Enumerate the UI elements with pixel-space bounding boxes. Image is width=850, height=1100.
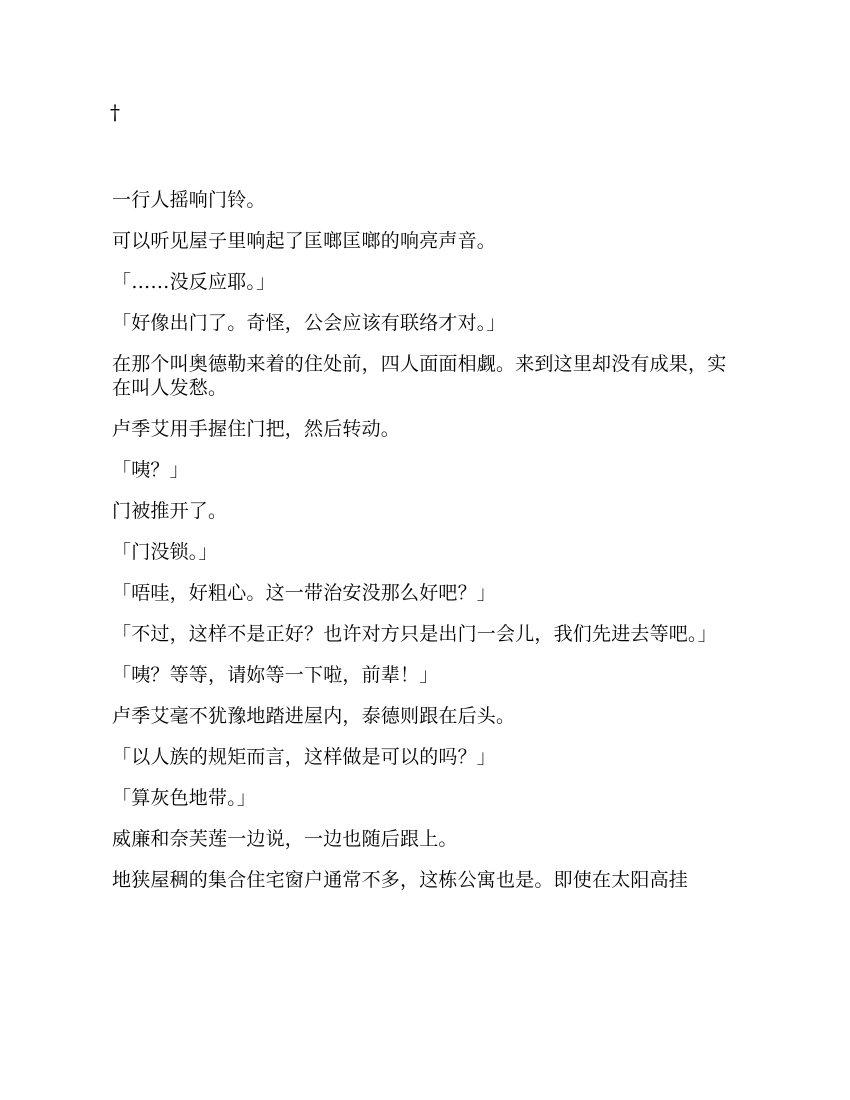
paragraph: 卢季艾毫不犹豫地踏进屋内，泰德则跟在后头。 [112, 705, 516, 727]
paragraph: 「以人族的规矩而言，这样做是可以的吗？」 [112, 746, 497, 768]
section-marker: † [110, 100, 120, 124]
body-text [112, 188, 740, 909]
paragraph: 一行人摇响门铃。 [112, 189, 266, 211]
paragraph: 「门没锁。」 [112, 541, 218, 563]
paragraph: 卢季艾用手握住门把，然后转动。 [112, 418, 401, 440]
paragraph: 在那个叫奥德勒来着的住处前，四人面面相觑。来到这里却没有成果，实在叫人发愁。 [112, 353, 727, 399]
paragraph: 「唔哇，好粗心。这一带治安没那么好吧？」 [112, 582, 497, 604]
paragraph: 「算灰色地带。」 [112, 787, 257, 809]
paragraph: 「……没反应耶。」 [112, 271, 276, 293]
paragraph: 威廉和奈芙莲一边说，一边也随后跟上。 [112, 828, 458, 850]
paragraph: 「咦？」 [112, 459, 189, 481]
paragraph: 「好像出门了。奇怪，公会应该有联络才对。」 [112, 312, 506, 334]
paragraph: 可以听见屋子里响起了匡啷匡啷的响亮声音。 [112, 230, 497, 252]
paragraph: 地狭屋稠的集合住宅窗户通常不多，这栋公寓也是。即使在太阳高挂 [112, 869, 689, 891]
paragraph: 门被推开了。 [112, 500, 228, 522]
paragraph: 「不过，这样不是正好？也许对方只是出门一会儿，我们先进去等吧。」 [112, 623, 717, 645]
paragraph: 「咦？等等，请妳等一下啦，前辈！」 [112, 664, 439, 686]
